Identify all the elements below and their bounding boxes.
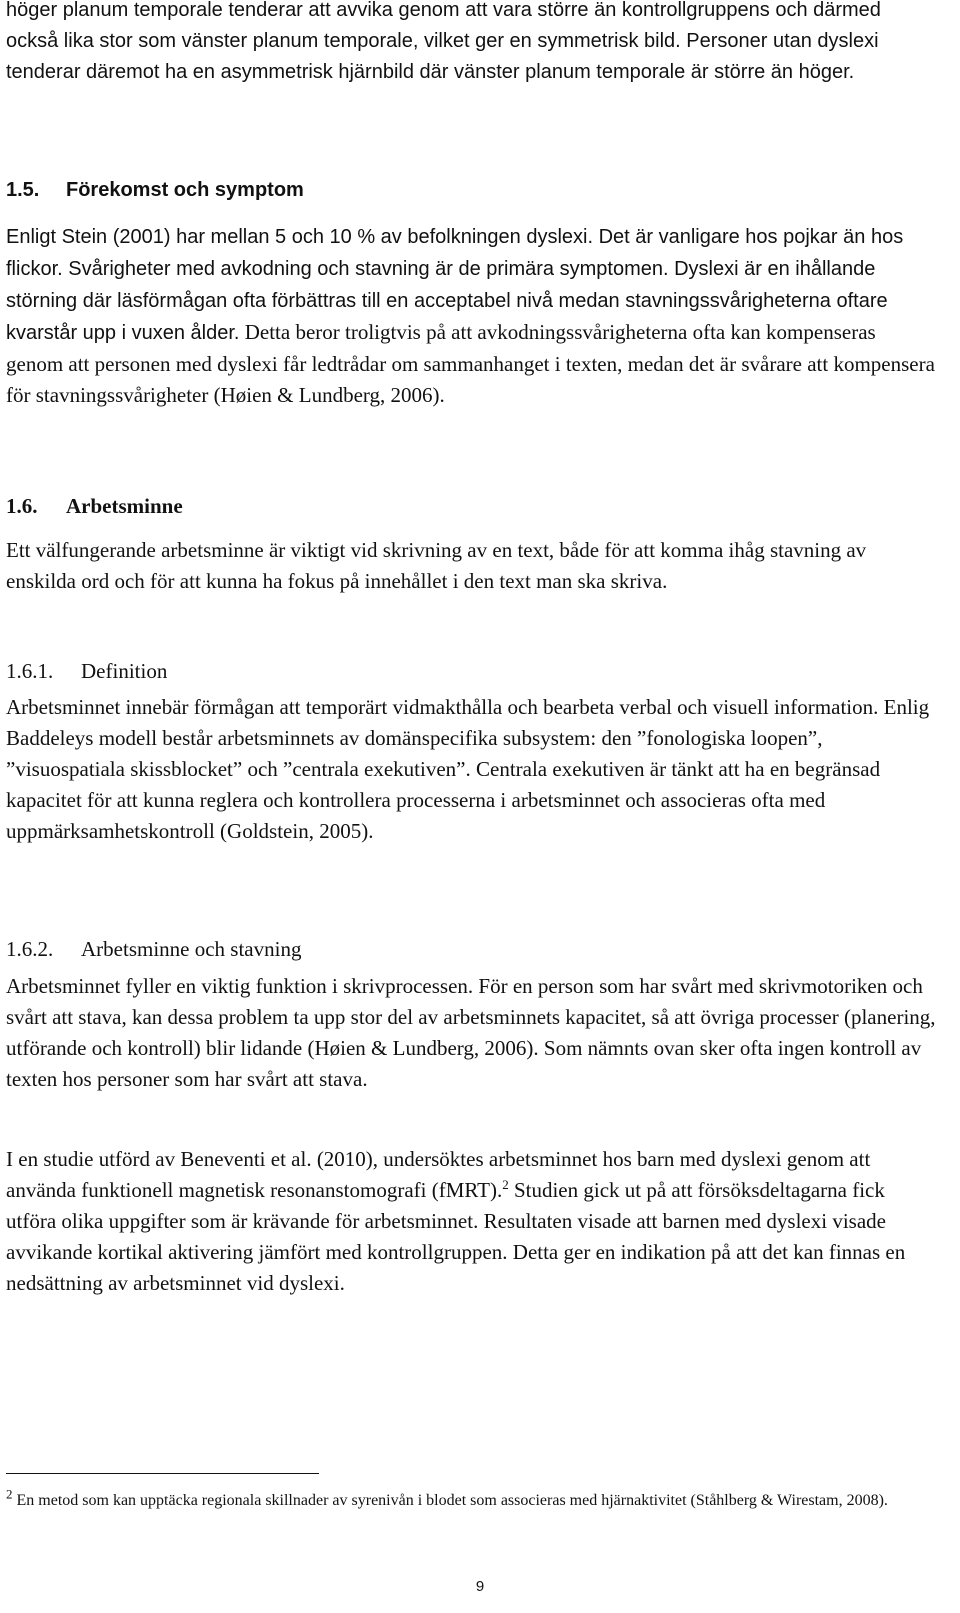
section-1-6-2-text-2b: Studien gick ut på att försöksdeltagarna fick utföra olika uppgifter som är krävande för arbetsminnet. Resultaten visade att barnen med dyslexi visade avvikande kortikal aktivering jämfört med kontrollgruppen. Detta ger en indikation på att det kan finnas en nedsättning av arbetsminnet vid dyslexi. [6, 1178, 906, 1295]
section-1-5-paragraph [6, 221, 938, 411]
section-1-6-1-paragraph [6, 692, 938, 847]
section-1-5-serif-text: Detta beror troligtvis på att avkodningssvårigheterna ofta kan kompenseras genom att personen med dyslexi får ledtrådar om sammanhanget i texten, medan det är svårare att kompensera för stavningssvårigheter (Høien & Lundberg, 2006). [6, 320, 935, 407]
section-1-6-heading [6, 491, 183, 522]
footnote-text: En metod som kan upptäcka regionala skillnader av syrenivån i blodet som associeras med hjärnaktivitet (Ståhlberg & Wirestam, 2008). [12, 1492, 888, 1509]
section-1-6-1-title: Definition [81, 659, 168, 683]
footnote [6, 1487, 938, 1514]
section-1-5-number: 1.5. [6, 179, 40, 201]
section-1-6-2-number: 1.6.2. [6, 937, 54, 961]
section-1-6-2-heading [6, 934, 301, 965]
section-1-5-heading [6, 175, 304, 206]
section-1-6-2-title: Arbetsminne och stavning [81, 937, 302, 961]
section-1-6-2-text-2a: I en studie utförd av Beneventi et al. (2010), undersöktes arbetsminnet hos barn med dyslexi genom att använda funktionell magnetisk resonanstomografi (fMRT). [6, 1147, 871, 1202]
section-1-6-2-paragraph-1 [6, 971, 938, 1095]
section-1-6-text: Ett välfungerande arbetsminne är viktigt vid skrivning av en text, både för att komma ihåg stavning av enskilda ord och för att kunna ha fokus på innehållet i den text man ska skriva. [6, 538, 867, 593]
intro-paragraph [6, 0, 938, 88]
section-1-6-2-paragraph-2 [6, 1144, 938, 1299]
footnote-mark: 2 [6, 1486, 13, 1502]
section-1-6-paragraph [6, 535, 938, 597]
footnote-divider [6, 1473, 319, 1474]
section-1-6-number: 1.6. [6, 494, 38, 518]
section-1-6-2-text-1: Arbetsminnet fyller en viktig funktion i skrivprocessen. För en person som har svårt med skrivmotoriken och svårt att stava, kan dessa problem ta upp stor del av arbetsminnets kapacitet, så att övriga processer (planering, utförande och kontroll) blir lidande (Høien & Lundberg, 2006). Som nämnts ovan sker ofta ingen kontroll av texten hos personer som har svårt att stava. [6, 974, 936, 1091]
section-1-6-1-number: 1.6.1. [6, 659, 54, 683]
section-1-5-sans-text: Enligt Stein (2001) har mellan 5 och 10 % av befolkningen dyslexi. Det är vanligare hos pojkar än hos flickor. Svårigheter med avkodning och stavning är de primära symptomen. Dyslexi är en ihållande störning där läsförmågan ofta förbättras till en acceptabel nivå medan stavningssvårigheterna oftare kvarstår upp i vuxen ålder. [6, 226, 904, 344]
footnote-reference[interactable]: 2 [502, 1177, 509, 1192]
section-1-5-title: Förekomst och symptom [66, 179, 304, 201]
section-1-6-title: Arbetsminne [66, 494, 183, 518]
section-1-6-1-text: Arbetsminnet innebär förmågan att temporärt vidmakthålla och bearbeta verbal och visuell information. Enlig Baddeleys modell består arbetsminnets av domänspecifika subsystem: den ”fonologiska loopen”, ”visuospatiala skissblocket” och ”centrala exekutiven”. Centrala exekutiven är tänkt att ha en begränsad kapacitet för att kunna reglera och kontrollera processerna i arbetsminnet och associeras ofta med uppmärksamhetskontroll (Goldstein, 2005). [6, 695, 930, 843]
section-1-6-1-heading [6, 656, 167, 687]
intro-text: höger planum temporale tenderar att avvika genom att vara större än kontrollgruppens och därmed också lika stor som vänster planum temporale, vilket ger en symmetrisk bild. Personer utan dyslexi tenderar däremot ha en asymmetrisk hjärnbild där vänster planum temporale är större än höger. [6, 0, 881, 83]
page-number: 9 [475, 1578, 485, 1595]
